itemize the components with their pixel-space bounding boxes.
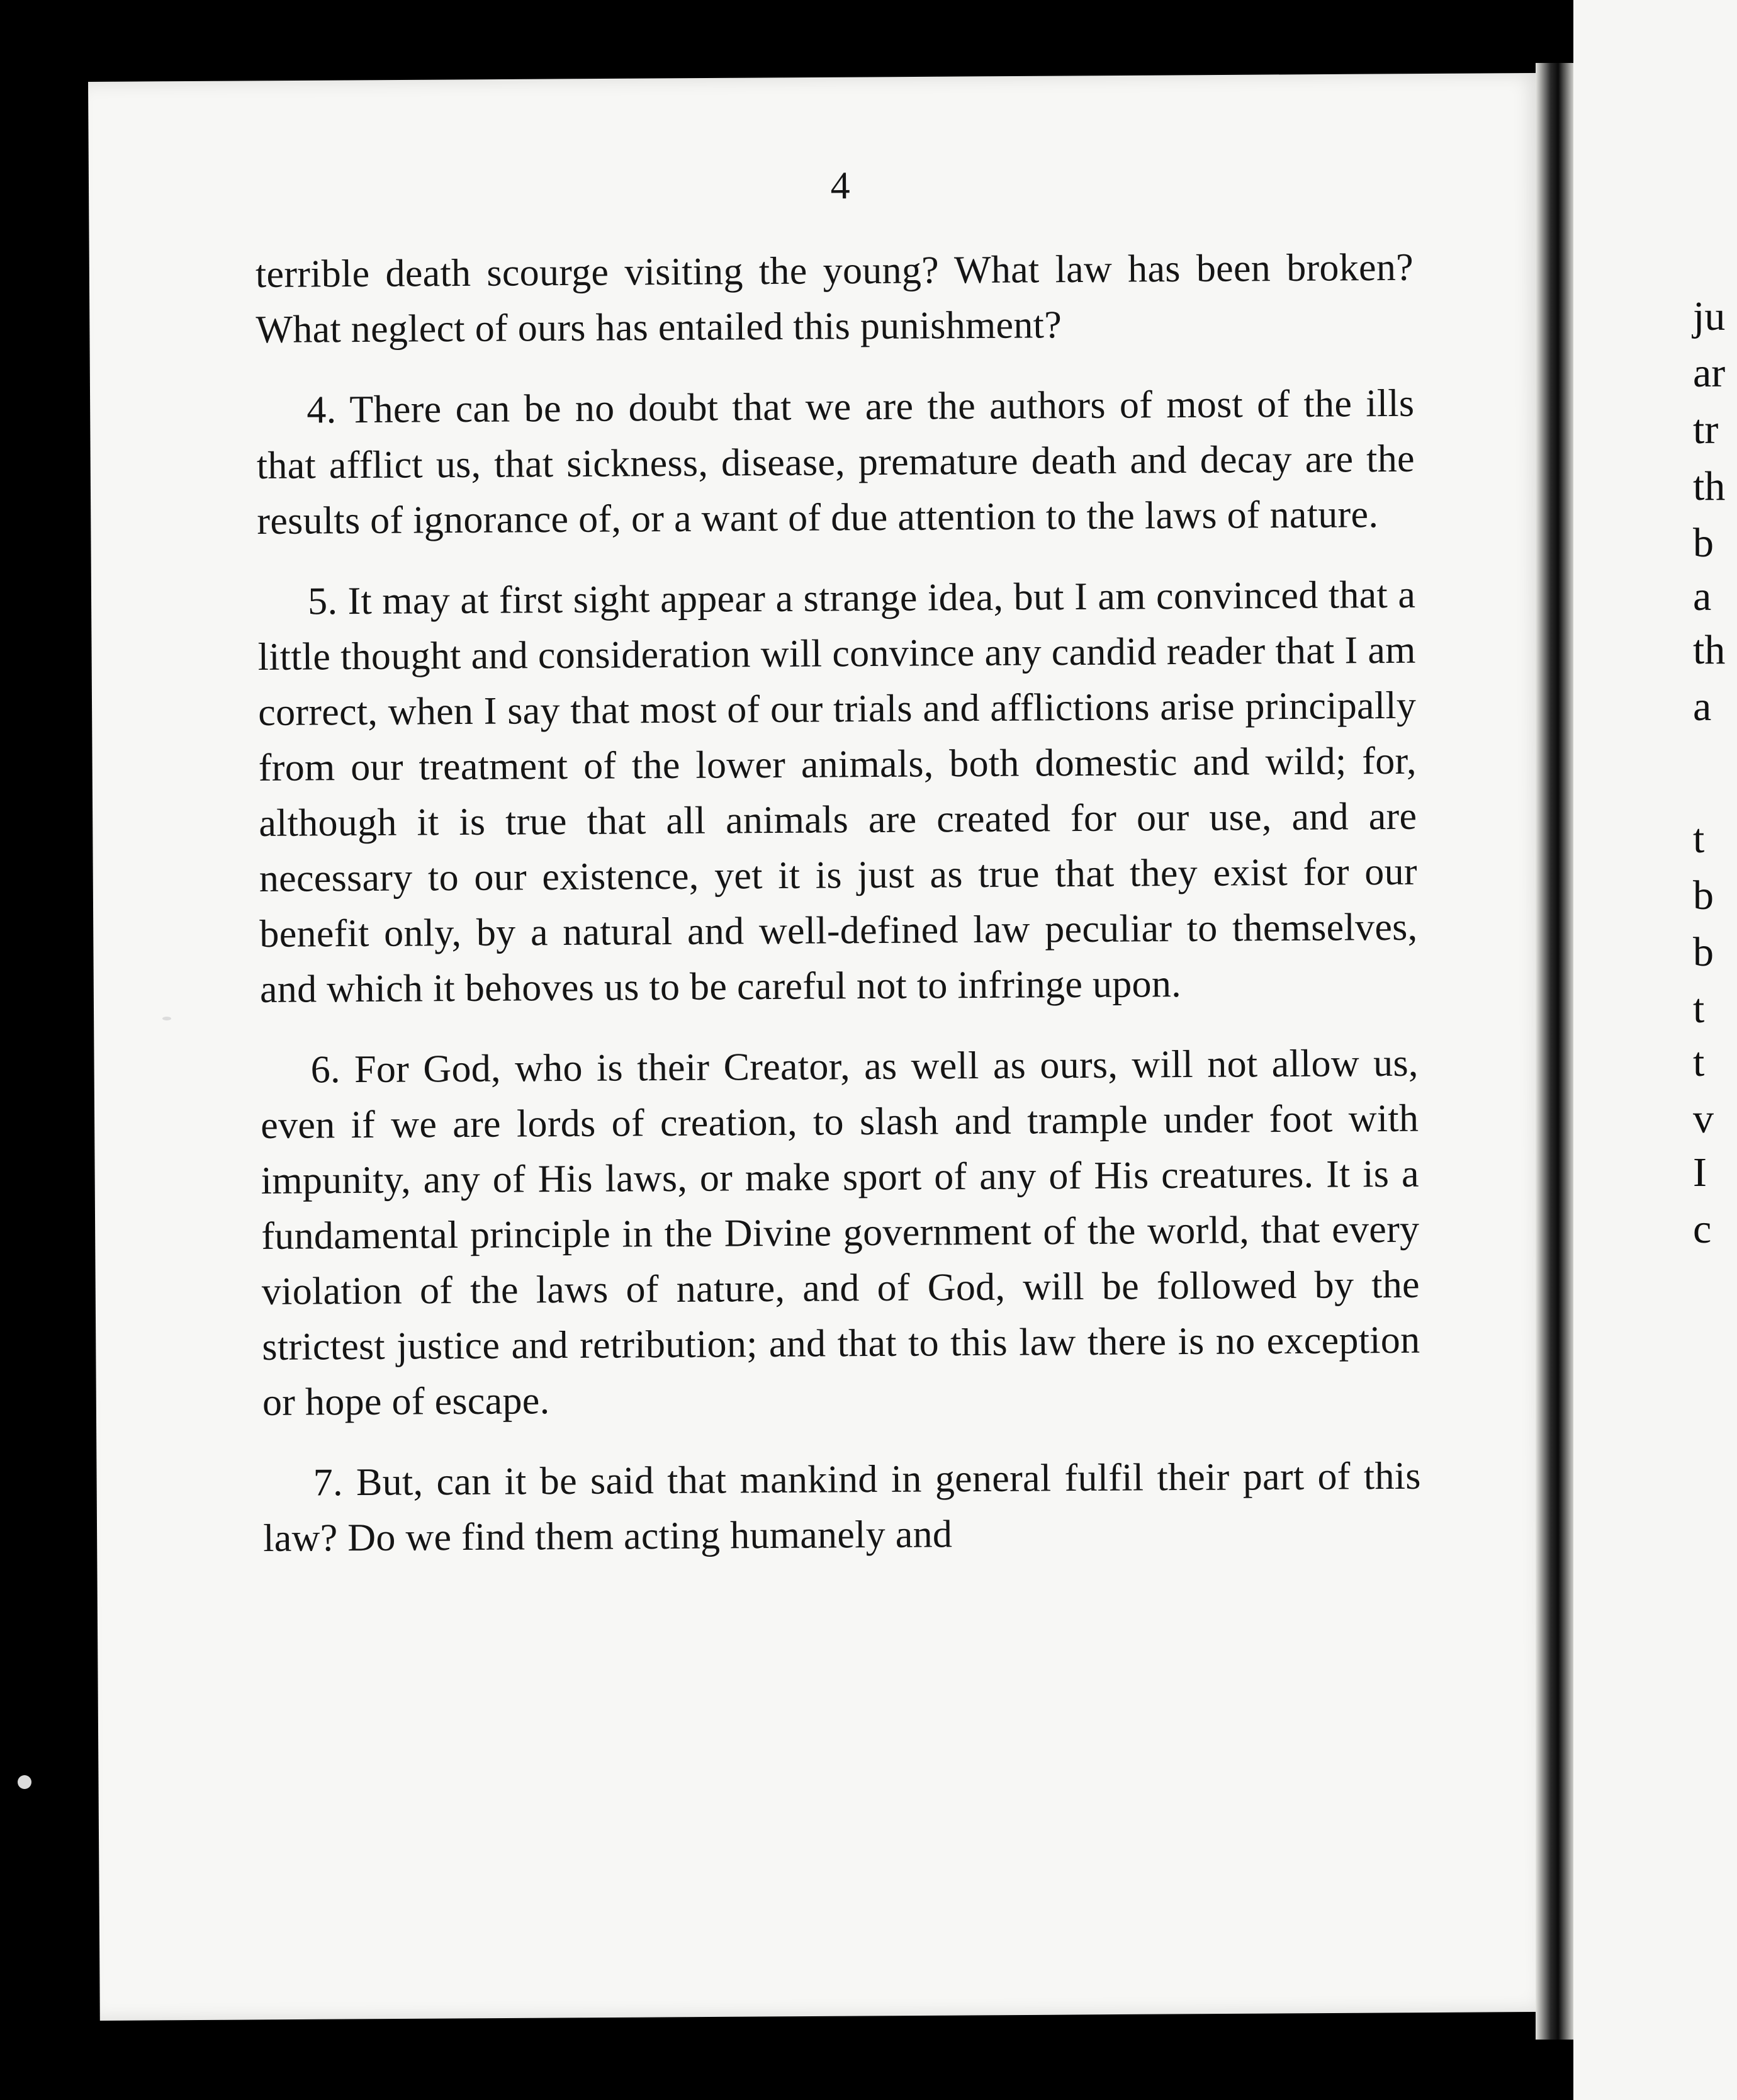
- facing-fragment: t: [1693, 986, 1705, 1032]
- paragraph-5: 5. It may at first sight appear a strange idea, but I am convinced that a little thought and consideration will convince any candid reader that I am correct, when I say that most of our trials and afflictions arise principally from our treatment of the lower animals, both domestic and wild; for, although it is true that all animals are created for our use, and are necessary to our existence, yet it is just as true that they exist for our benefit only, by a natural and well-defined law peculiar to themselves, and which it behoves us to be careful not to infringe upon.: [257, 573, 1418, 1011]
- facing-fragment: ju: [1693, 293, 1726, 339]
- facing-fragment: b: [1693, 520, 1714, 566]
- facing-fragment: t: [1693, 1039, 1705, 1085]
- paragraph-6: 6. For God, who is their Creator, as well as ours, will not allow us, even if we are lords of creation, to slash and trample under foot with impunity, any of His laws, or make sport of any of His creatures. It is a fundamental principle in the Divine government of the world, that every violation of the laws of nature, and of God, will be followed by the strictest justice and retribution; and that to this law there is no exception or hope of escape.: [261, 1041, 1420, 1424]
- facing-fragment: th: [1693, 463, 1726, 509]
- paragraph-7: 7. But, can it be said that mankind in general fulfil their part of this law? Do we find them acting humanely and: [263, 1454, 1421, 1560]
- book-gutter: [1536, 63, 1573, 2040]
- scan-speck: [162, 1017, 171, 1020]
- facing-fragment: I: [1693, 1149, 1707, 1195]
- facing-fragment: b: [1693, 872, 1714, 918]
- facing-fragment: v: [1693, 1096, 1714, 1142]
- facing-fragment: tr: [1693, 407, 1719, 453]
- facing-fragment: c: [1693, 1206, 1712, 1252]
- facing-fragment: a: [1693, 684, 1712, 730]
- scan-speck: [18, 1775, 31, 1789]
- facing-fragment: t: [1693, 816, 1705, 862]
- facing-fragment: th: [1693, 627, 1726, 673]
- facing-fragment: b: [1693, 929, 1714, 975]
- facing-fragment: a: [1693, 573, 1712, 619]
- page-number: 4: [830, 164, 850, 208]
- page-text: [255, 163, 1422, 1566]
- paragraph-3-continued: terrible death scourge visiting the young? What law has been broken? What neglect of ours has entailed this punishment?: [255, 246, 1414, 351]
- facing-fragment: ar: [1693, 350, 1726, 396]
- paragraph-4: 4. There can be no doubt that we are the authors of most of the ills that afflict us, that sickness, disease, premature death and decay are the results of ignorance of, or a want of due attention to the laws of nature.: [256, 381, 1415, 543]
